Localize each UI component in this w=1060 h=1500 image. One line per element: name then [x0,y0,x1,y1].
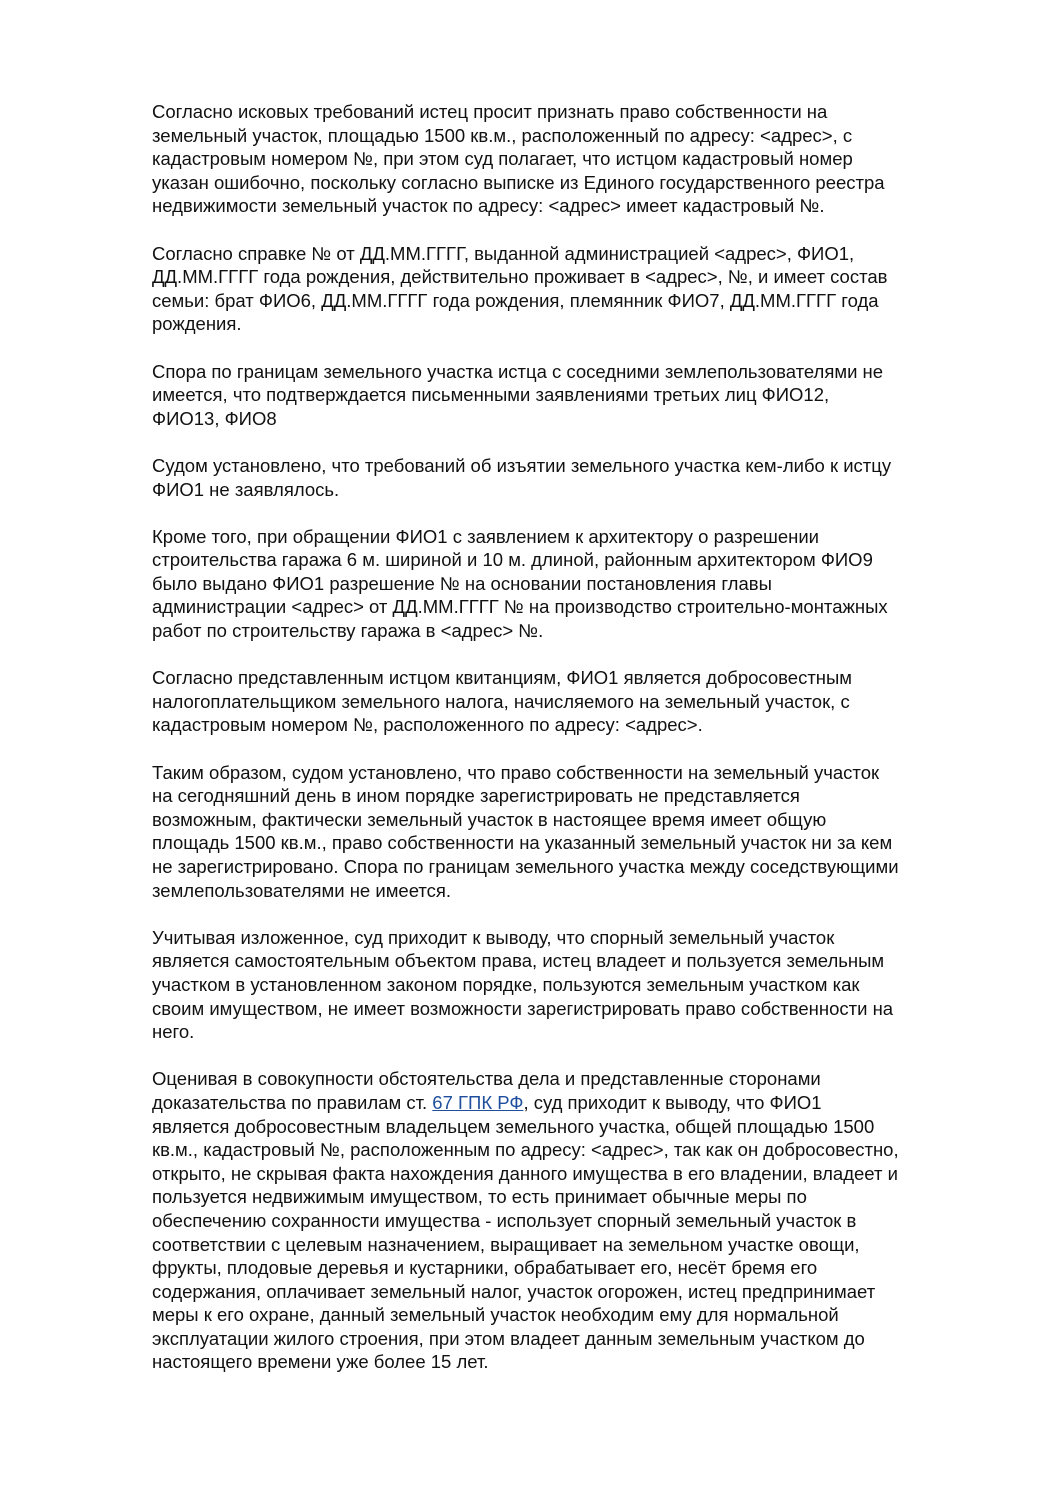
paragraph-9-text-after-link: , суд приходит к выводу, что ФИО1 является добросовестным владельцем земельного участка, общей площадью 1500 кв.м., кадастровый №, расположенным по адресу: <адрес>, так как он добросовестно, открыто, не скрывая факта нахождения данного имущества в его владении, владеет и пользуется недвижимым имуществом, то есть принимает обычные меры по обеспечению сохранности имущества - использует спорный земельный участок в соответствии с целевым назначением, выращивает на земельном участке овощи, фрукты, плодовые деревья и кустарники, обрабатывает его, несёт бремя его содержания, оплачивает земельный налог, участок огорожен, истец предпринимает меры к его охране, данный земельный участок необходим ему для нормальной эксплуатации жилого строения, при этом владеет данным земельным участком до настоящего времени уже более 15 лет. [152,1091,899,1373]
paragraph-1: Согласно исковых требований истец просит признать право собственности на земельный участок, площадью 1500 кв.м., расположенный по адресу: <адрес>, с кадастровым номером №, при этом суд полагает, что истцом кадастровый номер указан ошибочно, поскольку согласно выписке из Единого государственного реестра недвижимости земельный участок по адресу: <адрес> имеет кадастровый №. [152,101,885,217]
paragraph-5: Кроме того, при обращении ФИО1 с заявлением к архитектору о разрешении строительства гаража 6 м. шириной и 10 м. длиной, районным архитектором ФИО9 было выдано ФИО1 разрешение № на основании постановления главы администрации <адрес> от ДД.ММ.ГГГГ № на производство строительно-монтажных работ по строительству гаража в <адрес> №. [152,525,888,642]
document-body [152,100,987,1398]
paragraph-8: Учитывая изложенное, суд приходит к выводу, что спорный земельный участок является самостоятельным объектом права, истец владеет и пользуется земельным участком в установленном законом порядке, пользуются земельным участком как своим имуществом, не имеет возможности зарегистрировать право собственности на него. [152,926,894,1043]
paragraph-2: Согласно справке № от ДД.ММ.ГГГГ, выданной администрацией <адрес>, ФИО1, ДД.ММ.ГГГГ года рождения, действительно проживает в <адрес>, №, и имеет состав семьи: брат ФИО6, ДД.ММ.ГГГГ года рождения, племянник ФИО7, ДД.ММ.ГГГГ года рождения. [152,242,888,335]
paragraph-9-text-before-link: Оценивая в совокупности обстоятельства дела и представленные сторонами доказательства по правилам ст. [152,1068,821,1113]
paragraph-6: Согласно представленным истцом квитанциям, ФИО1 является добросовестным налогоплательщиком земельного налога, начисляемого на земельный участок, с кадастровым номером №, расположенного по адресу: <адрес>. [152,667,853,736]
paragraph-3: Спора по границам земельного участка истца с соседними землепользователями не имеется, что подтверждается письменными заявлениями третьих лиц ФИО12, ФИО13, ФИО8 [152,360,884,429]
paragraph-9 [152,1067,987,1374]
law-reference-link[interactable]: 67 ГПК РФ [432,1091,524,1113]
paragraph-4: Судом установлено, что требований об изъятии земельного участка кем-либо к истцу ФИО1 не заявлялось. [152,454,892,500]
paragraph-7: Таким образом, судом установлено, что право собственности на земельный участок на сегодняшний день в ином порядке зарегистрировать не представляется возможным, фактически земельный участок в настоящее время имеет общую площадь 1500 кв.м., право собственности на указанный земельный участок ни за кем не зарегистрировано. Спора по границам земельного участка между соседствующими землепользователями не имеется. [152,761,899,901]
